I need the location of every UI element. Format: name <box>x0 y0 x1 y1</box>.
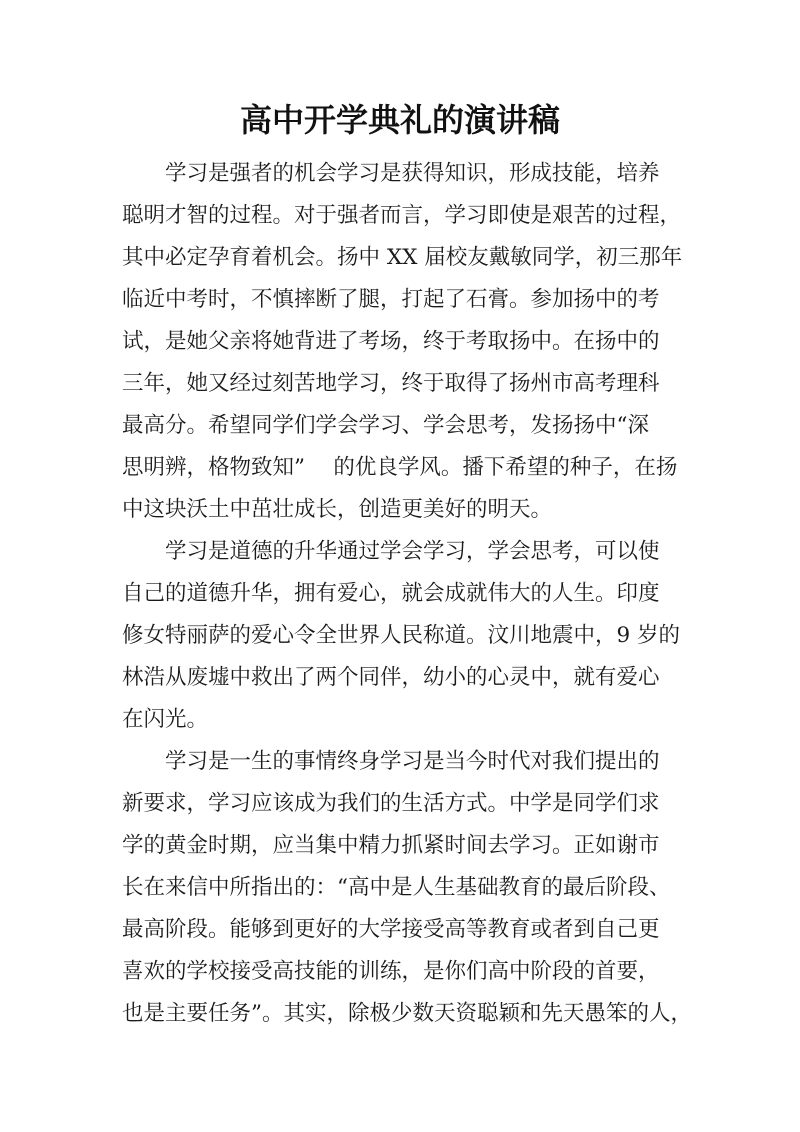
text-line: 最高分。希望同学们学会学习、学会思考，发扬扬中“深 <box>122 413 649 438</box>
text-line: 思明辨，格物致知” 的优良学风。播下希望的种子，在扬 <box>122 455 678 480</box>
text-line: 中这块沃土中茁壮成长，创造更美好的明天。 <box>122 497 553 522</box>
text-line: 长在来信中所指出的：“高中是人生基础教育的最后阶段、 <box>122 875 671 900</box>
text-line: 新要求，学习应该成为我们的生活方式。中学是同学们求 <box>122 791 660 816</box>
text-line: 也是主要任务”。其实，除极少数天资聪颖和先天愚笨的人， <box>122 1001 692 1026</box>
text-line: 其中必定孕育着机会。扬中 XX 届校友戴敏同学，初三那年 <box>122 245 683 270</box>
paragraph <box>122 741 692 1035</box>
document-body <box>122 153 692 1035</box>
text-line: 最高阶段。能够到更好的大学接受高等教育或者到自己更 <box>122 917 660 942</box>
text-line: 学的黄金时期，应当集中精力抓紧时间去学习。正如谢市 <box>122 833 660 858</box>
text-line: 临近中考时，不慎摔断了腿，打起了石膏。参加扬中的考 <box>122 287 660 312</box>
paragraph <box>122 531 682 741</box>
document-title: 高中开学典礼的演讲稿 <box>239 101 560 139</box>
text-line: 学习是强者的机会学习是获得知识，形成技能，培养 <box>165 161 660 186</box>
text-line: 试，是她父亲将她背进了考场，终于考取扬中。在扬中的 <box>122 329 660 354</box>
paragraph <box>122 153 682 531</box>
text-line: 学习是一生的事情终身学习是当今时代对我们提出的 <box>165 749 660 774</box>
text-line: 在闪光。 <box>122 707 209 732</box>
text-line: 林浩从废墟中救出了两个同伴，幼小的心灵中，就有爱心 <box>122 665 660 690</box>
text-line: 三年，她又经过刻苦地学习，终于取得了扬州市高考理科 <box>122 371 660 396</box>
text-line: 自己的道德升华，拥有爱心，就会成就伟大的人生。印度 <box>122 581 660 606</box>
text-line: 学习是道德的升华通过学会学习，学会思考，可以使 <box>165 539 660 564</box>
text-line: 聪明才智的过程。对于强者而言，学习即使是艰苦的过程， <box>122 203 682 228</box>
text-line: 修女特丽萨的爱心令全世界人民称道。汶川地震中，9 岁的 <box>122 623 681 648</box>
text-line: 喜欢的学校接受高技能的训练，是你们高中阶段的首要， <box>122 959 660 984</box>
